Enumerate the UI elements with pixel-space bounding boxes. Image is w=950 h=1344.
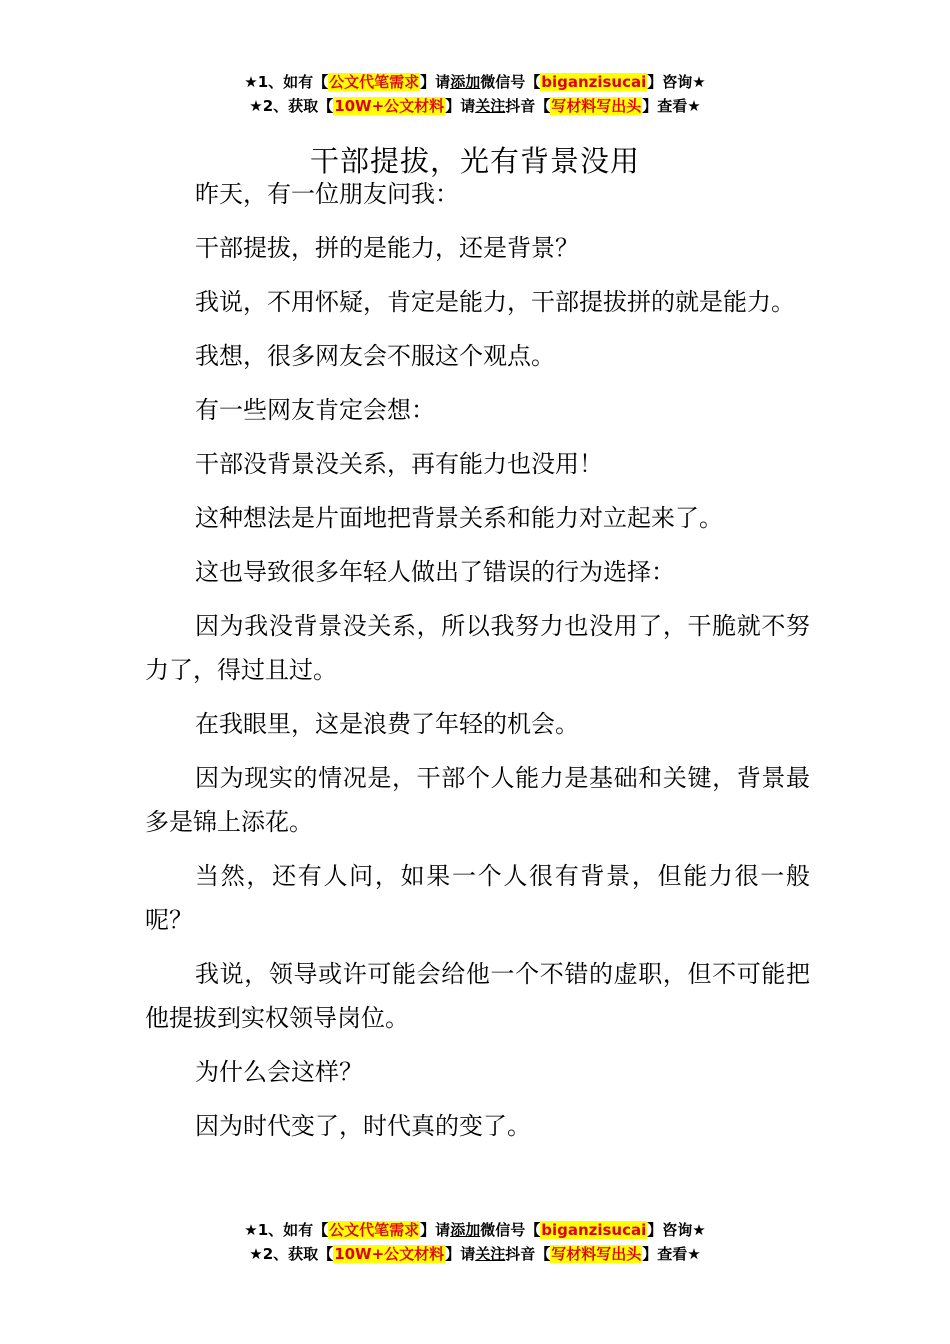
paragraph: 因为现实的情况是，干部个人能力是基础和关键，背景最多是锦上添花。 (145, 764, 810, 836)
banner-text: 】请 (445, 1245, 476, 1263)
paragraph: 干部没背景没关系，再有能力也没用！ (195, 450, 603, 478)
paragraph: 因为我没背景没关系，所以我努力也没用了，干脆就不努力了，得过且过。 (145, 612, 810, 684)
banner-text: 】咨询★ (647, 73, 706, 91)
highlight-douyin-id: 写材料写出头 (551, 1245, 642, 1263)
header-banner (0, 70, 950, 118)
paragraph: 我想，很多网友会不服这个观点。 (195, 342, 555, 370)
banner-text: 】咨询★ (647, 1221, 706, 1239)
paragraph: 这也导致很多年轻人做出了错误的行为选择： (195, 558, 675, 586)
highlight-wechat-id: biganzisucai (541, 1221, 647, 1239)
highlight-service: 公文代笔需求 (329, 1221, 420, 1239)
banner-line-2 (0, 1242, 950, 1266)
paragraph: 在我眼里，这是浪费了年轻的机会。 (195, 710, 579, 738)
paragraph: 因为时代变了，时代真的变了。 (195, 1112, 531, 1140)
banner-text: ★2、获取【 (249, 97, 334, 115)
banner-text: 抖音【 (505, 97, 551, 115)
banner-text: 】请 (420, 73, 451, 91)
banner-emphasis: 添加 (450, 1221, 481, 1239)
highlight-materials: 10W+公文材料 (334, 97, 445, 115)
banner-text: 】请 (420, 1221, 451, 1239)
banner-emphasis: 添加 (450, 73, 481, 91)
banner-text: 抖音【 (505, 1245, 551, 1263)
banner-text: 微信号【 (480, 1221, 541, 1239)
paragraph: 为什么会这样？ (195, 1058, 363, 1086)
paragraph: 我说，领导或许可能会给他一个不错的虚职，但不可能把他提拔到实权领导岗位。 (145, 960, 810, 1032)
article-body (145, 172, 810, 1158)
paragraph: 我说，不用怀疑，肯定是能力，干部提拔拼的就是能力。 (195, 288, 795, 316)
paragraph: 这种想法是片面地把背景关系和能力对立起来了。 (195, 504, 723, 532)
highlight-service: 公文代笔需求 (329, 73, 420, 91)
paragraph: 有一些网友肯定会想： (195, 396, 435, 424)
paragraph: 干部提拔，拼的是能力，还是背景？ (195, 234, 579, 262)
paragraph: 昨天，有一位朋友问我： (195, 180, 459, 208)
highlight-wechat-id: biganzisucai (541, 73, 647, 91)
banner-text: 】查看★ (642, 97, 701, 115)
page-title: 干部提拔，光有背景没用 (309, 144, 640, 179)
banner-text: 微信号【 (480, 73, 541, 91)
banner-text: ★1、如有【 (244, 73, 329, 91)
banner-line-1 (0, 70, 950, 94)
banner-line-2 (0, 94, 950, 118)
banner-text: ★2、获取【 (249, 1245, 334, 1263)
paragraph: 当然，还有人问，如果一个人很有背景，但能力很一般呢？ (145, 862, 810, 934)
banner-emphasis: 关注 (475, 97, 506, 115)
banner-text: 】请 (445, 97, 476, 115)
highlight-douyin-id: 写材料写出头 (551, 97, 642, 115)
highlight-materials: 10W+公文材料 (334, 1245, 445, 1263)
banner-line-1 (0, 1218, 950, 1242)
banner-text: 】查看★ (642, 1245, 701, 1263)
banner-emphasis: 关注 (475, 1245, 506, 1263)
banner-text: ★1、如有【 (244, 1221, 329, 1239)
footer-banner (0, 1218, 950, 1266)
